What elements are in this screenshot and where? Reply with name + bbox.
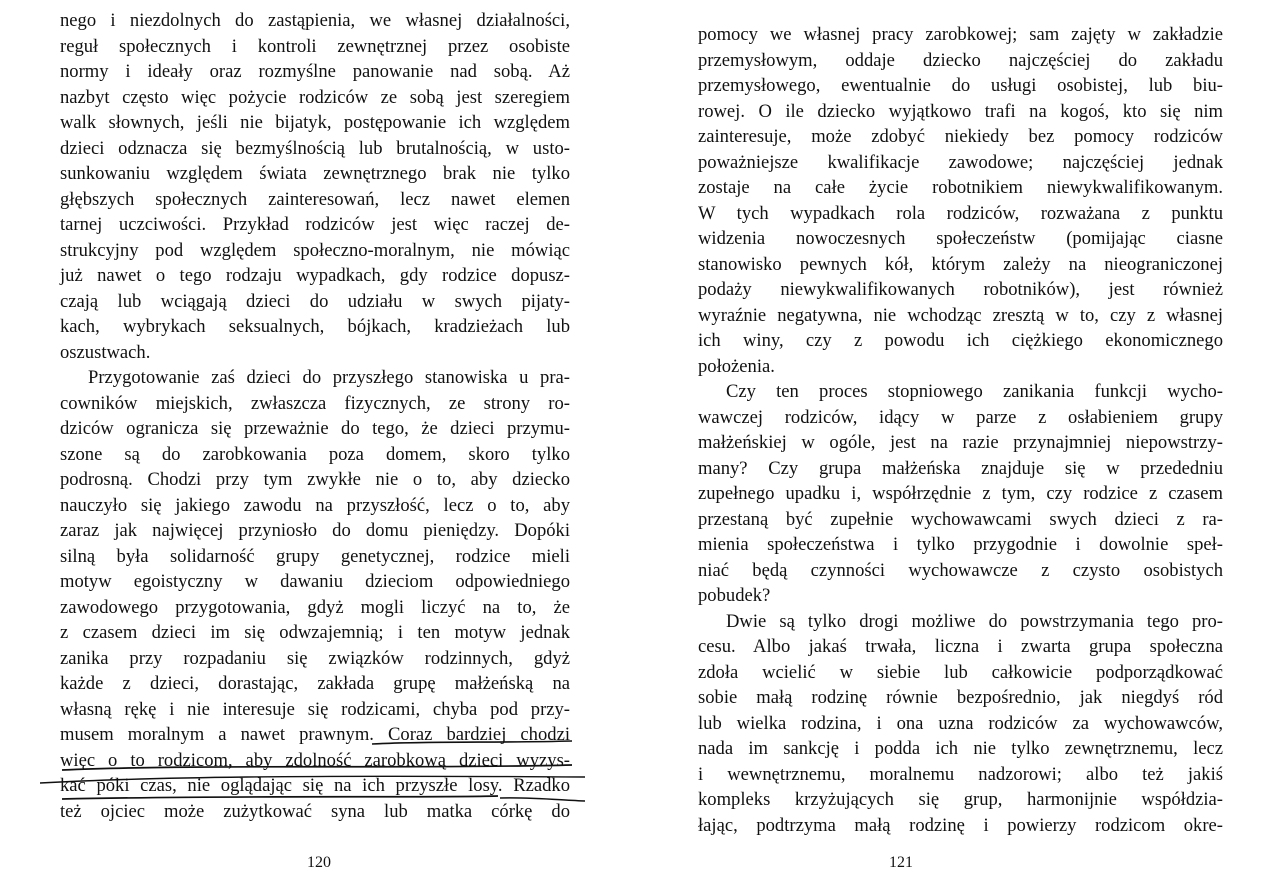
text-line: dziców ogranicza się przeważnie do tego, że dzieci przymu-: [60, 418, 570, 439]
text-line: każde z dzieci, dorastając, zakłada grupę małżeńską na: [60, 673, 570, 694]
text-line: wawczej rodziców, idący w parze z osłabieniem grupy: [698, 406, 1223, 428]
text-line: i wewnętrznemu, moralnemu nadzorowi; albo też jakiś: [698, 763, 1223, 785]
text-line: dzieci odznacza się bezmyślnością lub brutalnością, w usto-: [60, 137, 570, 159]
text-line: małżeńskiej w ogóle, jest na razie przynajmniej niepowstrzy-: [698, 432, 1223, 453]
text-line: czają lub wciągają dzieci do udziału w swych pijaty-: [60, 290, 570, 312]
text-line: nego i niezdolnych do zastąpienia, we własnej działalności,: [60, 10, 570, 31]
text-line: własną rękę i nie interesuje się rodzicami, chyba pod przy-: [60, 698, 570, 720]
text-line: tarnej uczciwości. Przykład rodziców jest więc raczej de-: [60, 214, 570, 235]
text-line: mienia społeczeństwa i tylko przygodnie i dowolnie speł-: [698, 534, 1223, 555]
left-page: [0, 0, 631, 893]
text-line: oszustwach.: [60, 341, 151, 363]
text-line: nauczyło się jakiego zawodu na przyszłość, lecz o to, aby: [60, 494, 570, 516]
right-page: [631, 0, 1263, 893]
text-line: kach, wybrykach seksualnych, bójkach, kradzieżach lub: [60, 316, 570, 337]
right-page-text: [698, 22, 1223, 838]
text-line: z czasem dzieci im się odwzajemnią; i ten motyw jednak: [60, 622, 570, 643]
left-page-text: [60, 8, 570, 824]
text-line: strukcyjny pod względem społeczno-moralnym, nie mówiąc: [60, 239, 570, 261]
text-line: też ojciec może zużytkować syna lub matka córkę do: [60, 800, 570, 822]
text-line: niać będą czynności wychowawcze z czysto osobistych: [698, 559, 1223, 581]
text-line: zaraz jak najwięcej przyniosło do domu pieniędzy. Dopóki: [60, 520, 570, 541]
text-line: zainteresuje, może zdobyć niekiedy bez pomocy rodziców: [698, 126, 1223, 147]
text-line: cesu. Albo jakaś trwała, liczna i zwarta grupa społeczna: [698, 636, 1223, 657]
paragraph-first-line: Czy ten proces stopniowego zanikania funkcji wycho-: [726, 381, 1223, 402]
text-line: przemysłowym, oddaje dziecko najczęściej do zakładu: [698, 49, 1223, 71]
text-line: głębszych społecznych zainteresowań, lecz nawet elemen: [60, 188, 570, 210]
text-line: już nawet o tego rodzaju wypadkach, gdy rodzice dopusz-: [60, 265, 570, 286]
text-line: motyw egoistyczny w dawaniu dzieciom odpowiedniego: [60, 571, 570, 592]
text-line: rowej. O ile dziecko wyjątkowo trafi na kogoś, kto się nim: [698, 100, 1223, 122]
text-line: łając, podtrzyma małą rodzinę i powierzy rodzicom okre-: [698, 814, 1223, 836]
text-line: nada im sankcję i podda ich nie tylko zewnętrznemu, lecz: [698, 738, 1223, 759]
text-line: położenia.: [698, 355, 775, 377]
text-line: zostaje na całe życie robotnikiem niewykwalifikowanym.: [698, 177, 1223, 198]
text-line: zawodowego przygotowania, gdyż mogli liczyć na to, że: [60, 596, 570, 618]
text-line: reguł społecznych i kontroli zewnętrznej przez osobiste: [60, 35, 570, 57]
text-line: poważniejsze kwalifikacje zawodowe; najczęściej jednak: [698, 151, 1223, 173]
text-line: kompleks krzyżujących się grup, harmonijnie współdzia-: [698, 789, 1223, 810]
text-line: many? Czy grupa małżeńska znajduje się w przededniu: [698, 457, 1223, 479]
text-line: szone są do zarobkowania poza domem, skoro tylko: [60, 443, 570, 465]
text-line: cowników miejskich, zwłaszcza fizycznych, ze strony ro-: [60, 392, 570, 414]
page-number: 120: [307, 854, 331, 871]
text-line: podaży niewykwalifikowanych robotników), jest również: [698, 279, 1223, 300]
text-line: więc o to rodzicom, aby zdolność zarobkową dzieci wyzys-: [60, 749, 570, 771]
text-line: podrosną. Chodzi przy tym zwykłe nie o to, aby dziecko: [60, 469, 570, 490]
text-line: wyraźnie negatywna, nie wchodząc zresztą w to, czy z własnej: [698, 304, 1223, 326]
text-line: W tych wypadkach rola rodziców, rozważana z punktu: [698, 202, 1223, 224]
text-line: przestaną być zupełnie wychowawcami swych dzieci z ra-: [698, 508, 1223, 530]
text-line: lub wielka rodzina, i ona uzna rodziców za wychowawców,: [698, 712, 1223, 734]
text-line: walk słownych, jeśli nie bijatyk, postępowanie ich względem: [60, 112, 570, 133]
text-line: przemysłowego, ewentualnie do usługi osobistej, lub biu-: [698, 75, 1223, 96]
text-line: normy i ideały oraz rozmyślne panowanie nad sobą. Aż: [60, 61, 570, 82]
text-line: ich winy, czy z powodu ich ciężkiego ekonomicznego: [698, 330, 1223, 351]
text-line: pobudek?: [698, 585, 771, 606]
text-line: kać póki czas, nie oglądając się na ich przyszłe losy. Rzadko: [60, 775, 570, 796]
page-number: 121: [889, 854, 913, 871]
text-line: sobie małą rodzinę równie bezpośrednio, jak niegdyś ród: [698, 687, 1223, 708]
text-line: sunkowaniu względem świata zewnętrznego brak nie tylko: [60, 163, 570, 184]
text-line: zdoła wcielić w siebie lub całkowicie podporządkować: [698, 661, 1223, 683]
text-line: stanowisko pewnych kół, którym zależy na nieograniczonej: [698, 253, 1223, 275]
text-line: nazbyt często więc pożycie rodziców ze sobą jest szeregiem: [60, 86, 570, 108]
text-line: pomocy we własnej pracy zarobkowej; sam zajęty w zakładzie: [698, 24, 1223, 45]
paragraph-first-line: Dwie są tylko drogi możliwe do powstrzymania tego pro-: [726, 610, 1223, 632]
text-line: silną była solidarność grupy genetycznej, rodzice mieli: [60, 545, 570, 567]
text-line: zanika przy rozpadaniu się związków rodzinnych, gdyż: [60, 647, 570, 669]
paragraph-first-line: Przygotowanie zaś dzieci do przyszłego stanowiska u pra-: [88, 367, 570, 388]
text-line: musem moralnym a nawet prawnym. Coraz bardziej chodzi: [60, 724, 570, 745]
text-line: zupełnego upadku i, współrzędnie z tym, czy rodzice z czasem: [698, 483, 1223, 504]
text-line: widzenia nowoczesnych społeczeństw (pomijając ciasne: [698, 228, 1223, 249]
